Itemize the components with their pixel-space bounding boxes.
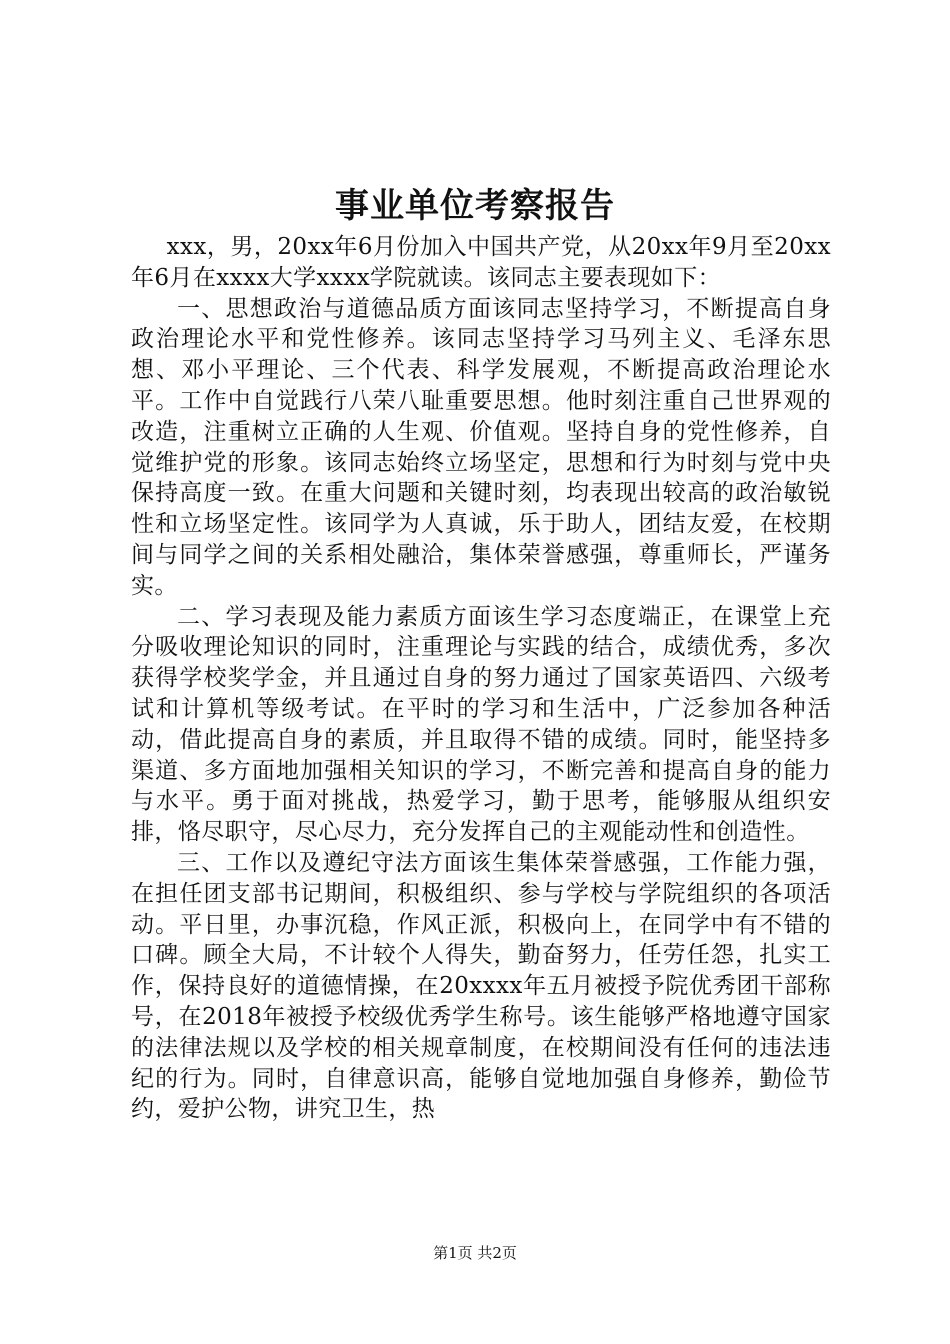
section-1-paragraph: 一、思想政治与道德品质方面该同志坚持学习，不断提高自身政治理论水平和党性修养。该同志坚持学习马列主义、毛泽东思想、邓小平理论、三个代表、科学发展观，不断提高政治理论水平。工作中自觉践行八荣八耻重要思想。他时刻注重自己世界观的改造，注重树立正确的人生观、价值观。坚持自身的党性修养，自觉维护党的形象。该同志始终立场坚定，思想和行为时刻与党中央保持高度一致。在重大问题和关键时刻，均表现出较高的政治敏锐性和立场坚定性。该同学为人真诚，乐于助人，团结友爱，在校期间与同学之间的关系相处融洽，集体荣誉感强，尊重师长，严谨务实。 (131, 295, 831, 599)
page-number-footer: 第1页 共2页 (433, 1244, 517, 1262)
document-body (131, 232, 831, 1125)
section-2-paragraph: 二、学习表现及能力素质方面该生学习态度端正，在课堂上充分吸收理论知识的同时，注重理论与实践的结合，成绩优秀，多次获得学校奖学金，并且通过自身的努力通过了国家英语四、六级考试和计算机等级考试。在平时的学习和生活中，广泛参加各种活动，借此提高自身的素质，并且取得不错的成绩。同时，能坚持多渠道、多方面地加强相关知识的学习，不断完善和提高自身的能力与水平。勇于面对挑战，热爱学习，勤于思考，能够服从组织安排，恪尽职守，尽心尽力，充分发挥自己的主观能动性和创造性。 (131, 603, 831, 846)
section-3-paragraph: 三、工作以及遵纪守法方面该生集体荣誉感强，工作能力强，在担任团支部书记期间，积极组织、参与学校与学院组织的各项活动。平日里，办事沉稳，作风正派，积极向上，在同学中有不错的口碑。顾全大局，不计较个人得失，勤奋努力，任劳任怨，扎实工作，保持良好的道德情操，在20xxxx年五月被授予院优秀团干部称号，在2018年被授予校级优秀学生称号。该生能够严格地遵守国家的法律法规以及学校的相关规章制度，在校期间没有任何的违法违纪的行为。同时，自律意识高，能够自觉地加强自身修养，勤俭节约，爱护公物，讲究卫生，热 (131, 849, 831, 1123)
intro-paragraph: xxx，男，20xx年6月份加入中国共产党，从20xx年9月至20xx年6月在xxxx大学xxxx学院就读。该同志主要表现如下： (131, 234, 831, 291)
document-title: 事业单位考察报告 (335, 186, 615, 226)
